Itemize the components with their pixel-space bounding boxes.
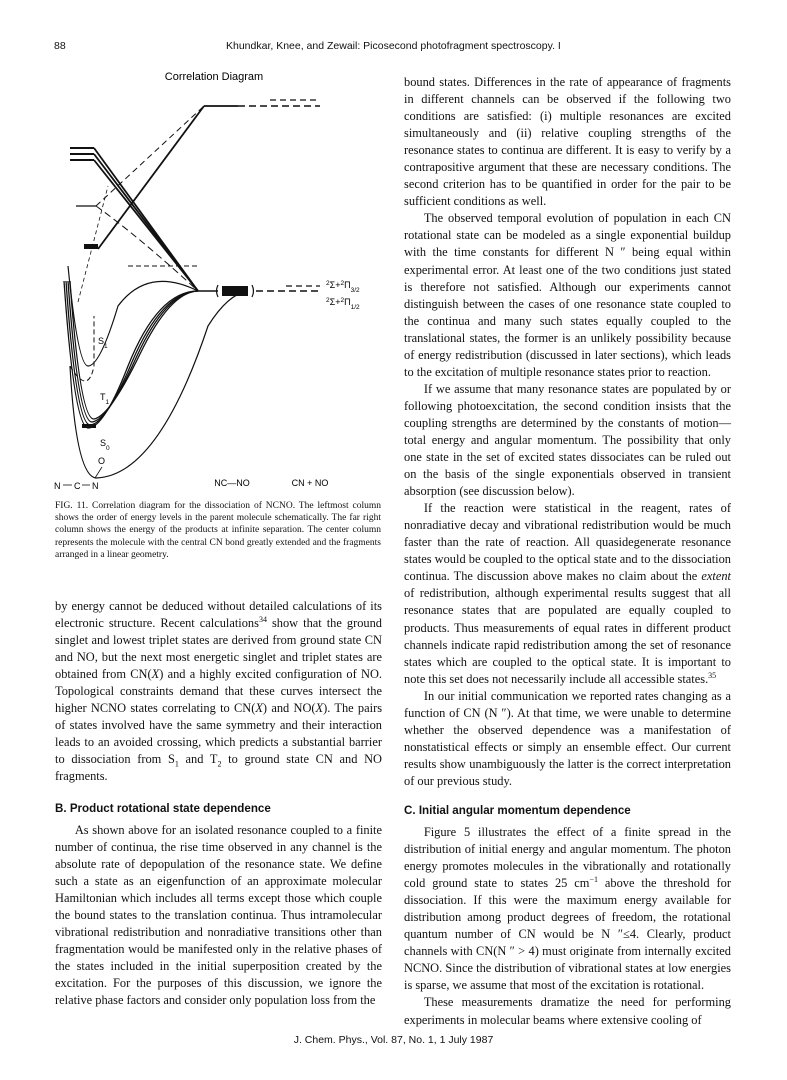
correlation-line-6 (96, 206, 198, 291)
page-footer: J. Chem. Phys., Vol. 87, No. 1, 1 July 1987 (293, 1034, 494, 1046)
pi12-label: $^2\Sigma+^2\Pi_{1/2}$ (326, 296, 360, 311)
left-paragraph-2: As shown above for an isolated resonance coupled to a finite number of continua, the rise time observed in any channel is the absolute rate of depopulation of the resonance state. We define such a state as an eigenfunction of an approximate molecular Hamiltonian which includes all terms except those which couple the bound states to the translation continua. Thus intramolecular vibrational redistribution and nonradiative transitions other than fragmentation would be manifested only in the relative phases of the states included in the initial superposition created by the excitation. For the purposes of this discussion, we ignore the relative phase factors and consider only population loss from the (55, 822, 382, 1008)
right-paragraph-4: If the reaction were statistical in the reagent, rates of nonradiative decay and vibrational redistribution would be much faster than the rate of reaction. All quasidegenerate resonance states would be coupled to the optical state and to the dissociation continua. The discussion above makes no claim about the extent of redistribution, although experimental results suggest that all resonance states that are populated are equally coupled to products. Thus measurements of equal rates in different product channels indicate rapid redistribution among the set of resonance states which are coupled to the optical state. It is important to note this set does not necessarily include all accessible states.$^{35}$ (404, 501, 731, 686)
right-column-label: CN + NO (291, 478, 329, 488)
s1-label: $S_1$ (98, 336, 108, 350)
dashed-link (78, 186, 108, 302)
center-bracket-right (252, 285, 254, 297)
s1-well (68, 266, 198, 366)
page-header (0, 40, 787, 54)
molecule-oxygen: O (98, 456, 106, 466)
t1-well-1 (64, 281, 198, 428)
correlation-line-5 (96, 106, 204, 206)
right-paragraph-5: In our initial communication we reported rates changing as a function of CN (N ″). At that time, we were unable to determine whether the observed dependence was a manifestation of nonstatistical effects or simply an ensemble effect. Our current results show unambiguously the latter is the correct interpretation of our previous study. (404, 688, 731, 788)
center-column-label: NC—NO (214, 478, 250, 488)
center-level-block (222, 286, 248, 296)
molecule-c: C (74, 481, 81, 491)
section-heading-c: C. Initial angular momentum dependence (404, 803, 631, 817)
left-column (55, 598, 382, 1009)
running-title: Khundkar, Knee, and Zewail: Picosecond photofragment spectroscopy. I (226, 40, 561, 52)
molecule-bond-o (95, 467, 102, 478)
correlation-line-3 (94, 160, 198, 291)
right-paragraph-2: The observed temporal evolution of population in each CN rotational state can be modeled as a single exponential buildup with the time constants for different N ″ being equal within experimental error. At least one of the two conditions just stated is therefore not satisfied. Although our experiments cannot distinguish between the cases of one resonance state coupled to the continua and many such states equally coupled to the translational states, the former is an unlikely possibility because of energy redistribution (discussed in later sections), which leads to the excitation of multiple resonance states prior to reaction. (404, 211, 731, 379)
page-number: 88 (54, 40, 66, 52)
t1-well-2 (66, 281, 198, 425)
right-paragraph-3: If we assume that many resonance states are populated by or following photoexcitation, the second condition insists that the coupling strengths are determined by the constants of motion—total energy and angular momentum. The possibility that only one state in the set of excited states dissociates can be ruled out on the basis of the single exponentials observed in transient absorption (see discussion below). (404, 381, 731, 499)
parent-level-block (84, 244, 98, 249)
s0-well (70, 291, 248, 478)
correlation-diagram (48, 66, 360, 496)
s0-label: $S_0$ (100, 438, 110, 452)
molecule-n2: N (92, 481, 99, 491)
right-paragraph-1: bound states. Differences in the rate of appearance of fragments in different channels can be observed if the following two conditions are satisfied: (i) multiple resonances are excited simultaneously and (ii) relative coupling strengths of the resonance states to continua are different. It is easy to verify by a contrapositive argument that these are necessary conditions. The second criterion has to be quantified in order for the pair to be sufficient conditions as well. (404, 75, 731, 209)
right-column (404, 74, 731, 1029)
right-paragraph-6: Figure 5 illustrates the effect of a finite spread in the distribution of initial energy and angular momentum. The photon energy promotes molecules in the vibrationally and rotationally cold ground state to states 25 $cm^{-1}$ above the threshold for dissociation. If this were the maximum energy available for distribution among product degrees of freedom, the rotational quantum number of CN would be N ″≤4. Clearly, product channels with CN(N ″ > 4) must originate from internally excited NCNO. Since the distribution of vibrational states at low energies is sparse, we assume that most of the excitation is rotational. (404, 825, 731, 993)
left-paragraph-1: by energy cannot be deduced without detailed calculations of its electronic structure. Recent calculations$^{34}$ show that the ground singlet and lowest triplet states are derived from ground state CN and NO, but the next most energetic singlet and triplet states are obtained from CN(X) and a highly excited configuration of NO. Topological constraints demand that these curves intersect the higher NCNO states correlating to CN(X) and NO(X). The pairs of states involved have the same symmetry and their interaction leads to an avoided crossing, which predicts a substantial barrier to dissociation from $S_1$ and $T_2$ to ground state CN and NO fragments. (55, 599, 383, 784)
t1-label: $T_1$ (100, 392, 110, 406)
figure-caption: FIG. 11. Correlation diagram for the dissociation of NCNO. The leftmost column shows the order of energy levels in the parent molecule schematically. The far right column shows the energy of the products at infinite separation. The center column represents the molecule with the central CN bond greatly extended and the fragments arranged in a linear geometry. (55, 501, 381, 560)
diagram-title: Correlation Diagram (164, 71, 264, 83)
pi32-label: $^2\Sigma+^2\Pi_{3/2}$ (326, 279, 360, 294)
section-heading-b: B. Product rotational state dependence (55, 801, 271, 815)
t1-level-block (82, 424, 96, 428)
molecule-n1: N (54, 481, 61, 491)
right-paragraph-7: These measurements dramatize the need for performing experiments in molecular beams where extensive cooling of (404, 995, 731, 1027)
